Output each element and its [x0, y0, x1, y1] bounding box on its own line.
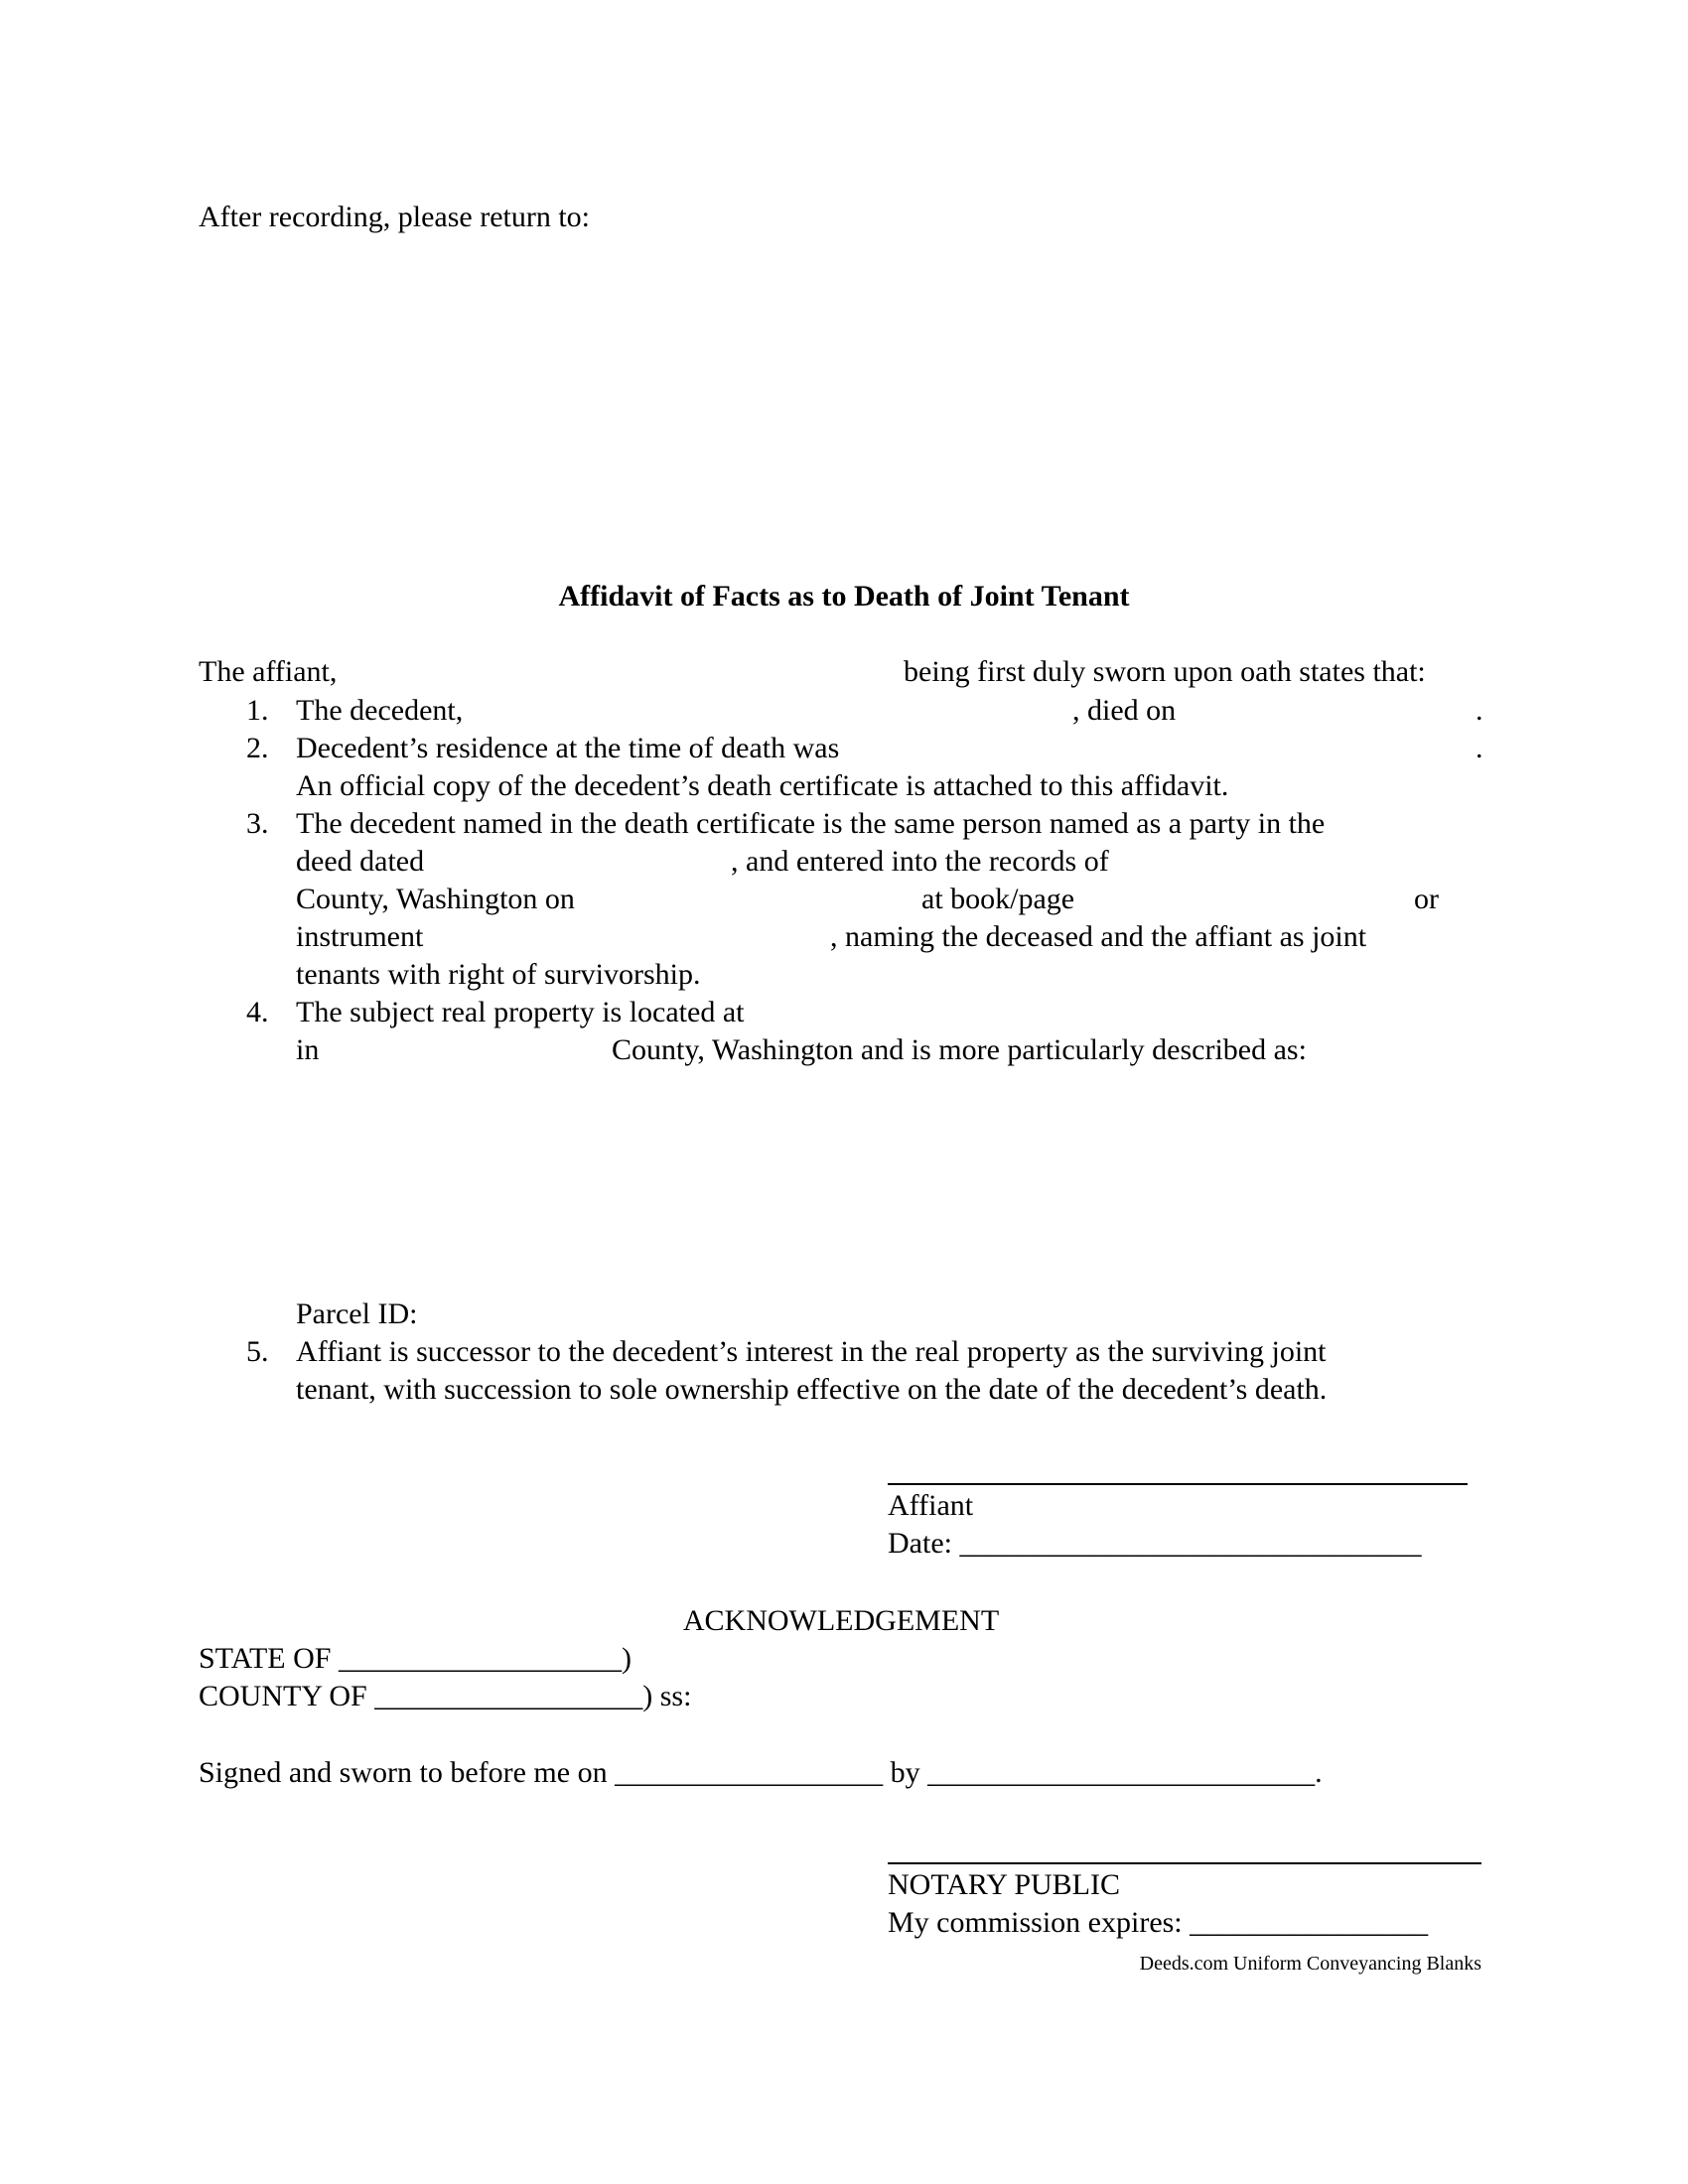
- state-of-line: STATE OF ___________________): [199, 1642, 632, 1675]
- affiant-signature-line: [888, 1483, 1468, 1485]
- item-3-line-5: tenants with right of survivorship.: [296, 958, 701, 991]
- notary-public-label: NOTARY PUBLIC: [888, 1868, 1121, 1901]
- acknowledgement-heading: ACKNOWLEDGEMENT: [682, 1604, 1000, 1637]
- commission-expires-line: My commission expires: ________________: [888, 1906, 1429, 1939]
- item-2-period: .: [1476, 732, 1483, 764]
- item-number-1: 1.: [246, 694, 269, 727]
- item-1-period: .: [1476, 694, 1483, 727]
- item-3-county: County, Washington on: [296, 883, 575, 915]
- footer-credit: Deeds.com Uniform Conveyancing Blanks: [1139, 1953, 1481, 1975]
- parcel-id-label: Parcel ID:: [296, 1297, 418, 1330]
- affiant-label: Affiant: [888, 1489, 974, 1522]
- affiant-date: Date: _______________________________: [888, 1527, 1422, 1560]
- item-4-in: in: [296, 1033, 320, 1066]
- item-3-book-page: at book/page: [921, 883, 1075, 915]
- county-of-line: COUNTY OF __________________) ss:: [199, 1680, 692, 1712]
- item-1-lead: The decedent,: [296, 694, 464, 727]
- item-5-line-2: tenant, with succession to sole ownership effective on the date of the decedent’s death.: [296, 1373, 1328, 1406]
- item-3-deed-dated: deed dated: [296, 845, 425, 878]
- item-4-county: County, Washington and is more particularly described as:: [612, 1033, 1307, 1066]
- item-3-naming: , naming the deceased and the affiant as joint: [830, 920, 1367, 953]
- affiant-intro-lead: The affiant,: [199, 655, 338, 688]
- item-4-line-1: The subject real property is located at: [296, 996, 745, 1028]
- item-number-3: 3.: [246, 807, 269, 840]
- item-2-line-2: An official copy of the decedent’s death certificate is attached to this affidavit.: [296, 769, 1229, 802]
- notary-signature-line: [888, 1862, 1481, 1864]
- item-number-4: 4.: [246, 996, 269, 1028]
- item-5-line-1: Affiant is successor to the decedent’s interest in the real property as the surviving joint: [296, 1335, 1327, 1368]
- item-3-entered: , and entered into the records of: [731, 845, 1109, 878]
- item-3-line-1: The decedent named in the death certificate is the same person named as a party in the: [296, 807, 1326, 840]
- item-number-2: 2.: [246, 732, 269, 764]
- signed-sworn-line: Signed and sworn to before me on __________________ by __________________________.: [199, 1756, 1323, 1789]
- item-3-or: or: [1414, 883, 1439, 915]
- item-2-lead: Decedent’s residence at the time of death was: [296, 732, 840, 764]
- affiant-intro-tail: being first duly sworn upon oath states that:: [904, 655, 1426, 688]
- return-to-line: After recording, please return to:: [199, 201, 590, 233]
- page-title: Affidavit of Facts as to Death of Joint Tenant: [558, 580, 1130, 613]
- item-1-died-on: , died on: [1072, 694, 1177, 727]
- item-number-5: 5.: [246, 1335, 269, 1368]
- item-3-instrument: instrument: [296, 920, 424, 953]
